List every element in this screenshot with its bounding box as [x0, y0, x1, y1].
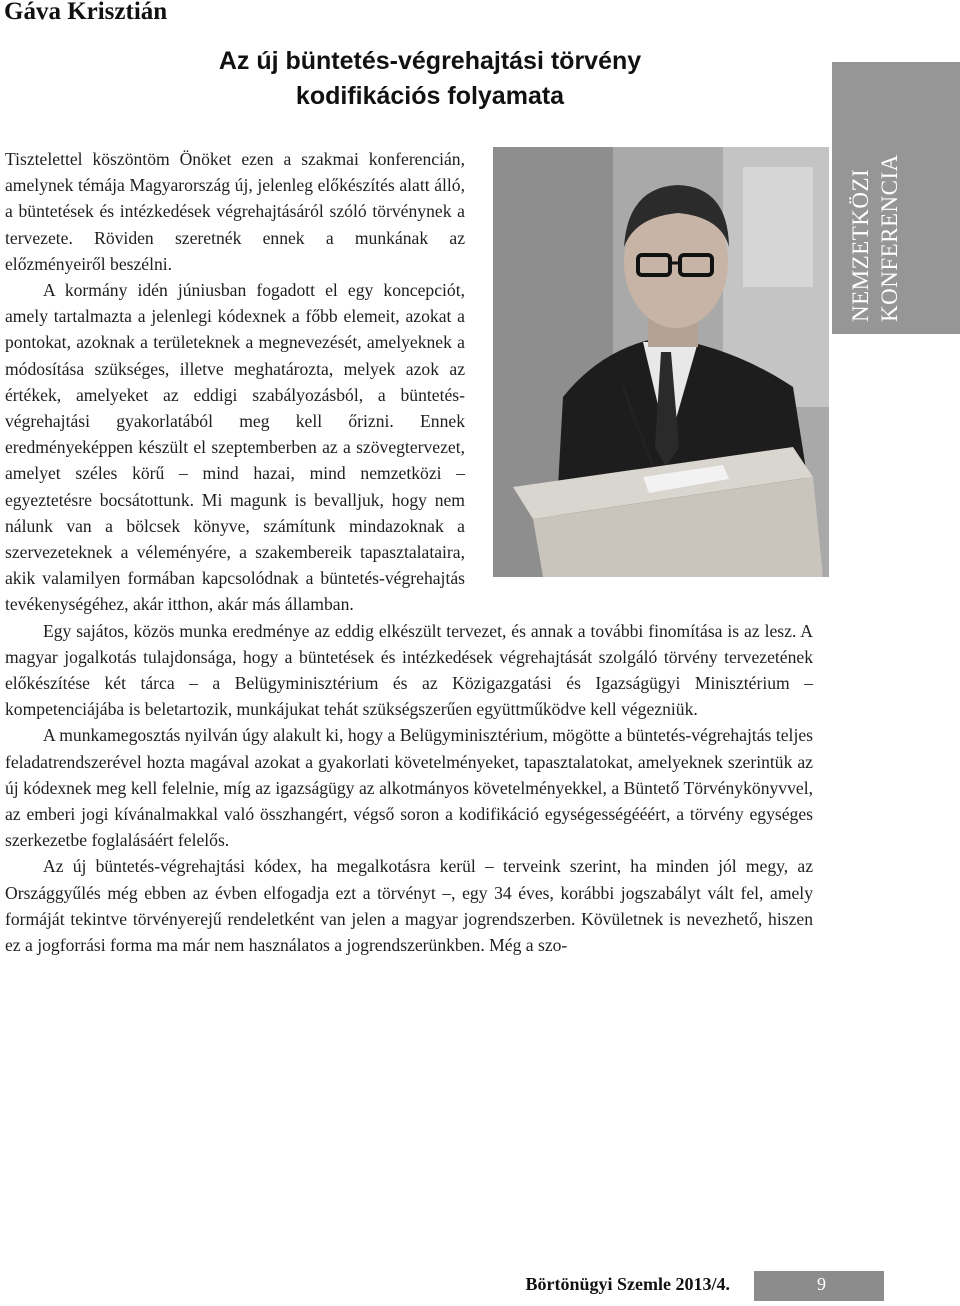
- section-tab-line-2: KONFERENCIA: [877, 154, 902, 322]
- article-body: [5, 146, 813, 958]
- page-number-box: [754, 1271, 884, 1301]
- paragraph-1: Tisztelettel köszöntöm Önöket ezen a szakmai konferencián, amelynek témája Magyarország új, jelenleg előkészítés alatt álló, a büntetések és intézkedések végrehajtásáról szóló törvénynek a tervezete. Röviden szeretnék ennek a munkának az előzményeiről beszélni.: [5, 149, 465, 274]
- article-title: [130, 44, 730, 114]
- paragraph-3: Egy sajátos, közös munka eredménye az eddig elkészült tervezet, és annak a további finomítása is az lesz. A magyar jogalkotás tulajdonsága, hogy a büntetések és intézkedések végrehajtását szolgáló törvény tervezetének előkészítése két tárca – a Belügyminisztérium és az Közigazgatási és Igazságügyi Minisztérium – kompetenciájába is beletartozik, munkájukat tehát szükségszerűen együttműködve kell végezniük.: [5, 620, 813, 720]
- paragraph-5: Az új büntetés-végrehajtási kódex, ha megalkotásra kerül – terveink szerint, ha minden jól megy, az Országgyűlés még ebben az évben elfogadja ezt a törvényt –, egy 34 éves, korábbi jogszabályt vált fel, amely formáját tekintve törvényerejű rendeletként van jelen a magyar jogrendszerben. Kövületnek is nevezhető, hiszen ez a jogforrási forma ma már nem használatos a jogrendszerünkben. Még a szo-: [5, 856, 813, 956]
- page-number: 9: [817, 1274, 826, 1294]
- title-line-1: Az új büntetés-végrehajtási törvény: [218, 47, 642, 75]
- journal-name: Börtönügyi Szemle 2013/4.: [525, 1274, 730, 1294]
- paragraph-4: A munkamegosztás nyilván úgy alakult ki, hogy a Belügyminisztérium, mögötte a büntetés-végrehajtás teljes feladatrendszerével hozta magával azokat a gyakorlati követelményeket, tapasztalatokat, amelyeknek szerintük az új kódexnek meg kell felelnie, míg az igazságügy az alkotmányos követelményekkel, a Büntető Törvénykönyvvel, az emberi jogi kívánalmakkal való összhangért, végső soron a kodifikáció egységességééért, a törvény egységes szerkezetbe foglalásáért felelős.: [5, 725, 813, 851]
- title-line-2: kodifikációs folyamata: [295, 82, 565, 110]
- section-tab-line-1: NEMZETKÖZI: [848, 168, 873, 322]
- author-name: Gáva Krisztián: [4, 0, 168, 25]
- section-tab: [832, 62, 960, 334]
- section-tab-label: [846, 62, 904, 322]
- photo-spacer: [465, 146, 813, 602]
- paragraph-2: A kormány idén júniusban fogadott el egy koncepciót, amely tartalmazta a jelenlegi kódexnek a főbb elemeit, azokat a pontokat, azoknak a területeknek a megnevezését, amelyeknek a módosítása szükséges, illetve meghatározta, melyek azok az értékek, amelyeket az eddigi szabályozásból, a büntetés-végrehajtási gyakorlatából meg kell őrizni. Ennek eredményeképpen készült el szeptemberben az a szövegtervezet, amelyet széles körű – mind hazai, mind nemzetközi – egyeztetésre bocsátottunk. Mi magunk is bevalljuk, hogy nem nálunk van a bölcsek könyve, számítunk mindazoknak a szervezeteknek a véleményére, a szakembereik tapasztalataira, akik valamilyen formában kapcsolódnak a büntetés-végrehajtás tevékenységéhez, akár itthon, akár más államban.: [5, 280, 465, 615]
